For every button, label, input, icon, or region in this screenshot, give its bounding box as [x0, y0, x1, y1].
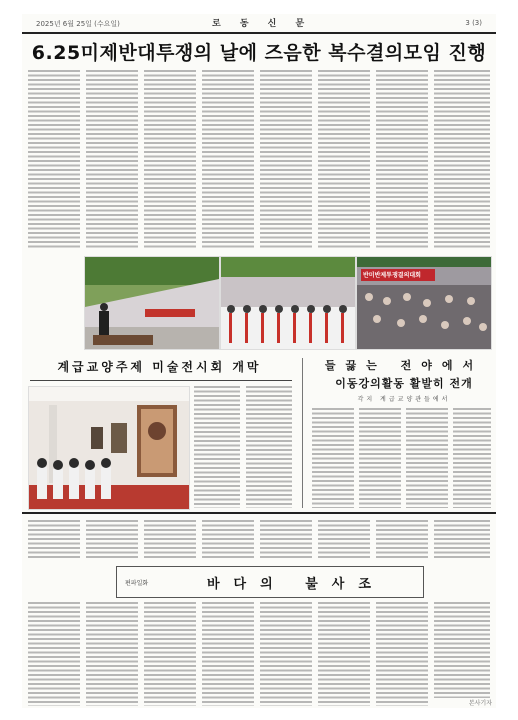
banner-slogan: 반미반제투쟁결의대회: [363, 272, 421, 279]
article-text-column: [144, 520, 196, 560]
issue-date: 2025년 6월 25일 (수요일): [36, 20, 120, 28]
article-text-column: [194, 386, 240, 508]
article-text-column: [202, 70, 254, 250]
article-text-column: [434, 520, 490, 560]
article-text-column: [260, 602, 312, 706]
article-text-column: [202, 520, 254, 560]
article-text-column: [86, 70, 138, 250]
feature-title: 바다의 불사조: [207, 577, 385, 592]
article-text-column: [144, 602, 196, 706]
page-number: 3 (3): [465, 19, 482, 27]
masthead: [22, 14, 496, 34]
author-note: 본사기자: [468, 700, 492, 707]
exhibition-photo: [28, 386, 190, 510]
article-text-column: [312, 408, 354, 508]
article-text-column: [318, 70, 370, 250]
class-education-headline-1: 들끓는 전야에서: [324, 359, 484, 372]
feature-kicker: 편파일화: [125, 580, 149, 587]
class-education-headline-2: 이동강의활동 활발히 전개: [335, 377, 473, 390]
section-divider: [22, 512, 496, 514]
newspaper-page: [22, 14, 496, 708]
article-text-column: [318, 520, 370, 560]
article-text-column: [434, 602, 490, 698]
divider: [30, 380, 292, 381]
rally-photo-crowd: [220, 256, 356, 350]
article-text-column: [28, 602, 80, 706]
article-text-column: [318, 602, 370, 706]
article-text-column: [260, 520, 312, 560]
article-text-column: [376, 70, 428, 250]
article-text-column: [453, 408, 491, 508]
article-text-column: [246, 386, 292, 508]
feature-title-box: [116, 566, 424, 598]
rally-photo-stadium: [84, 256, 220, 350]
article-text-column: [260, 70, 312, 250]
exhibition-headline: 계급교양주제 미술전시회 개막: [57, 360, 262, 374]
article-text-column: [144, 70, 196, 250]
article-text-column: [28, 520, 80, 560]
article-byline: 각지 계급교양관들에서: [357, 396, 451, 403]
rally-photo-banner: [356, 256, 492, 350]
article-text-column: [359, 408, 401, 508]
article-text-column: [376, 520, 428, 560]
article-divider: [302, 358, 303, 508]
article-text-column: [434, 70, 490, 250]
article-text-column: [86, 602, 138, 706]
main-headline: 6.25미제반대투쟁의 날에 즈음한 복수결의모임 진행: [31, 42, 487, 64]
newspaper-name: 로 동 신 문: [212, 19, 313, 29]
article-text-column: [202, 602, 254, 706]
article-text-column: [376, 602, 428, 706]
article-text-column: [86, 520, 138, 560]
article-text-column: [406, 408, 448, 508]
article-text-column: [28, 70, 80, 250]
